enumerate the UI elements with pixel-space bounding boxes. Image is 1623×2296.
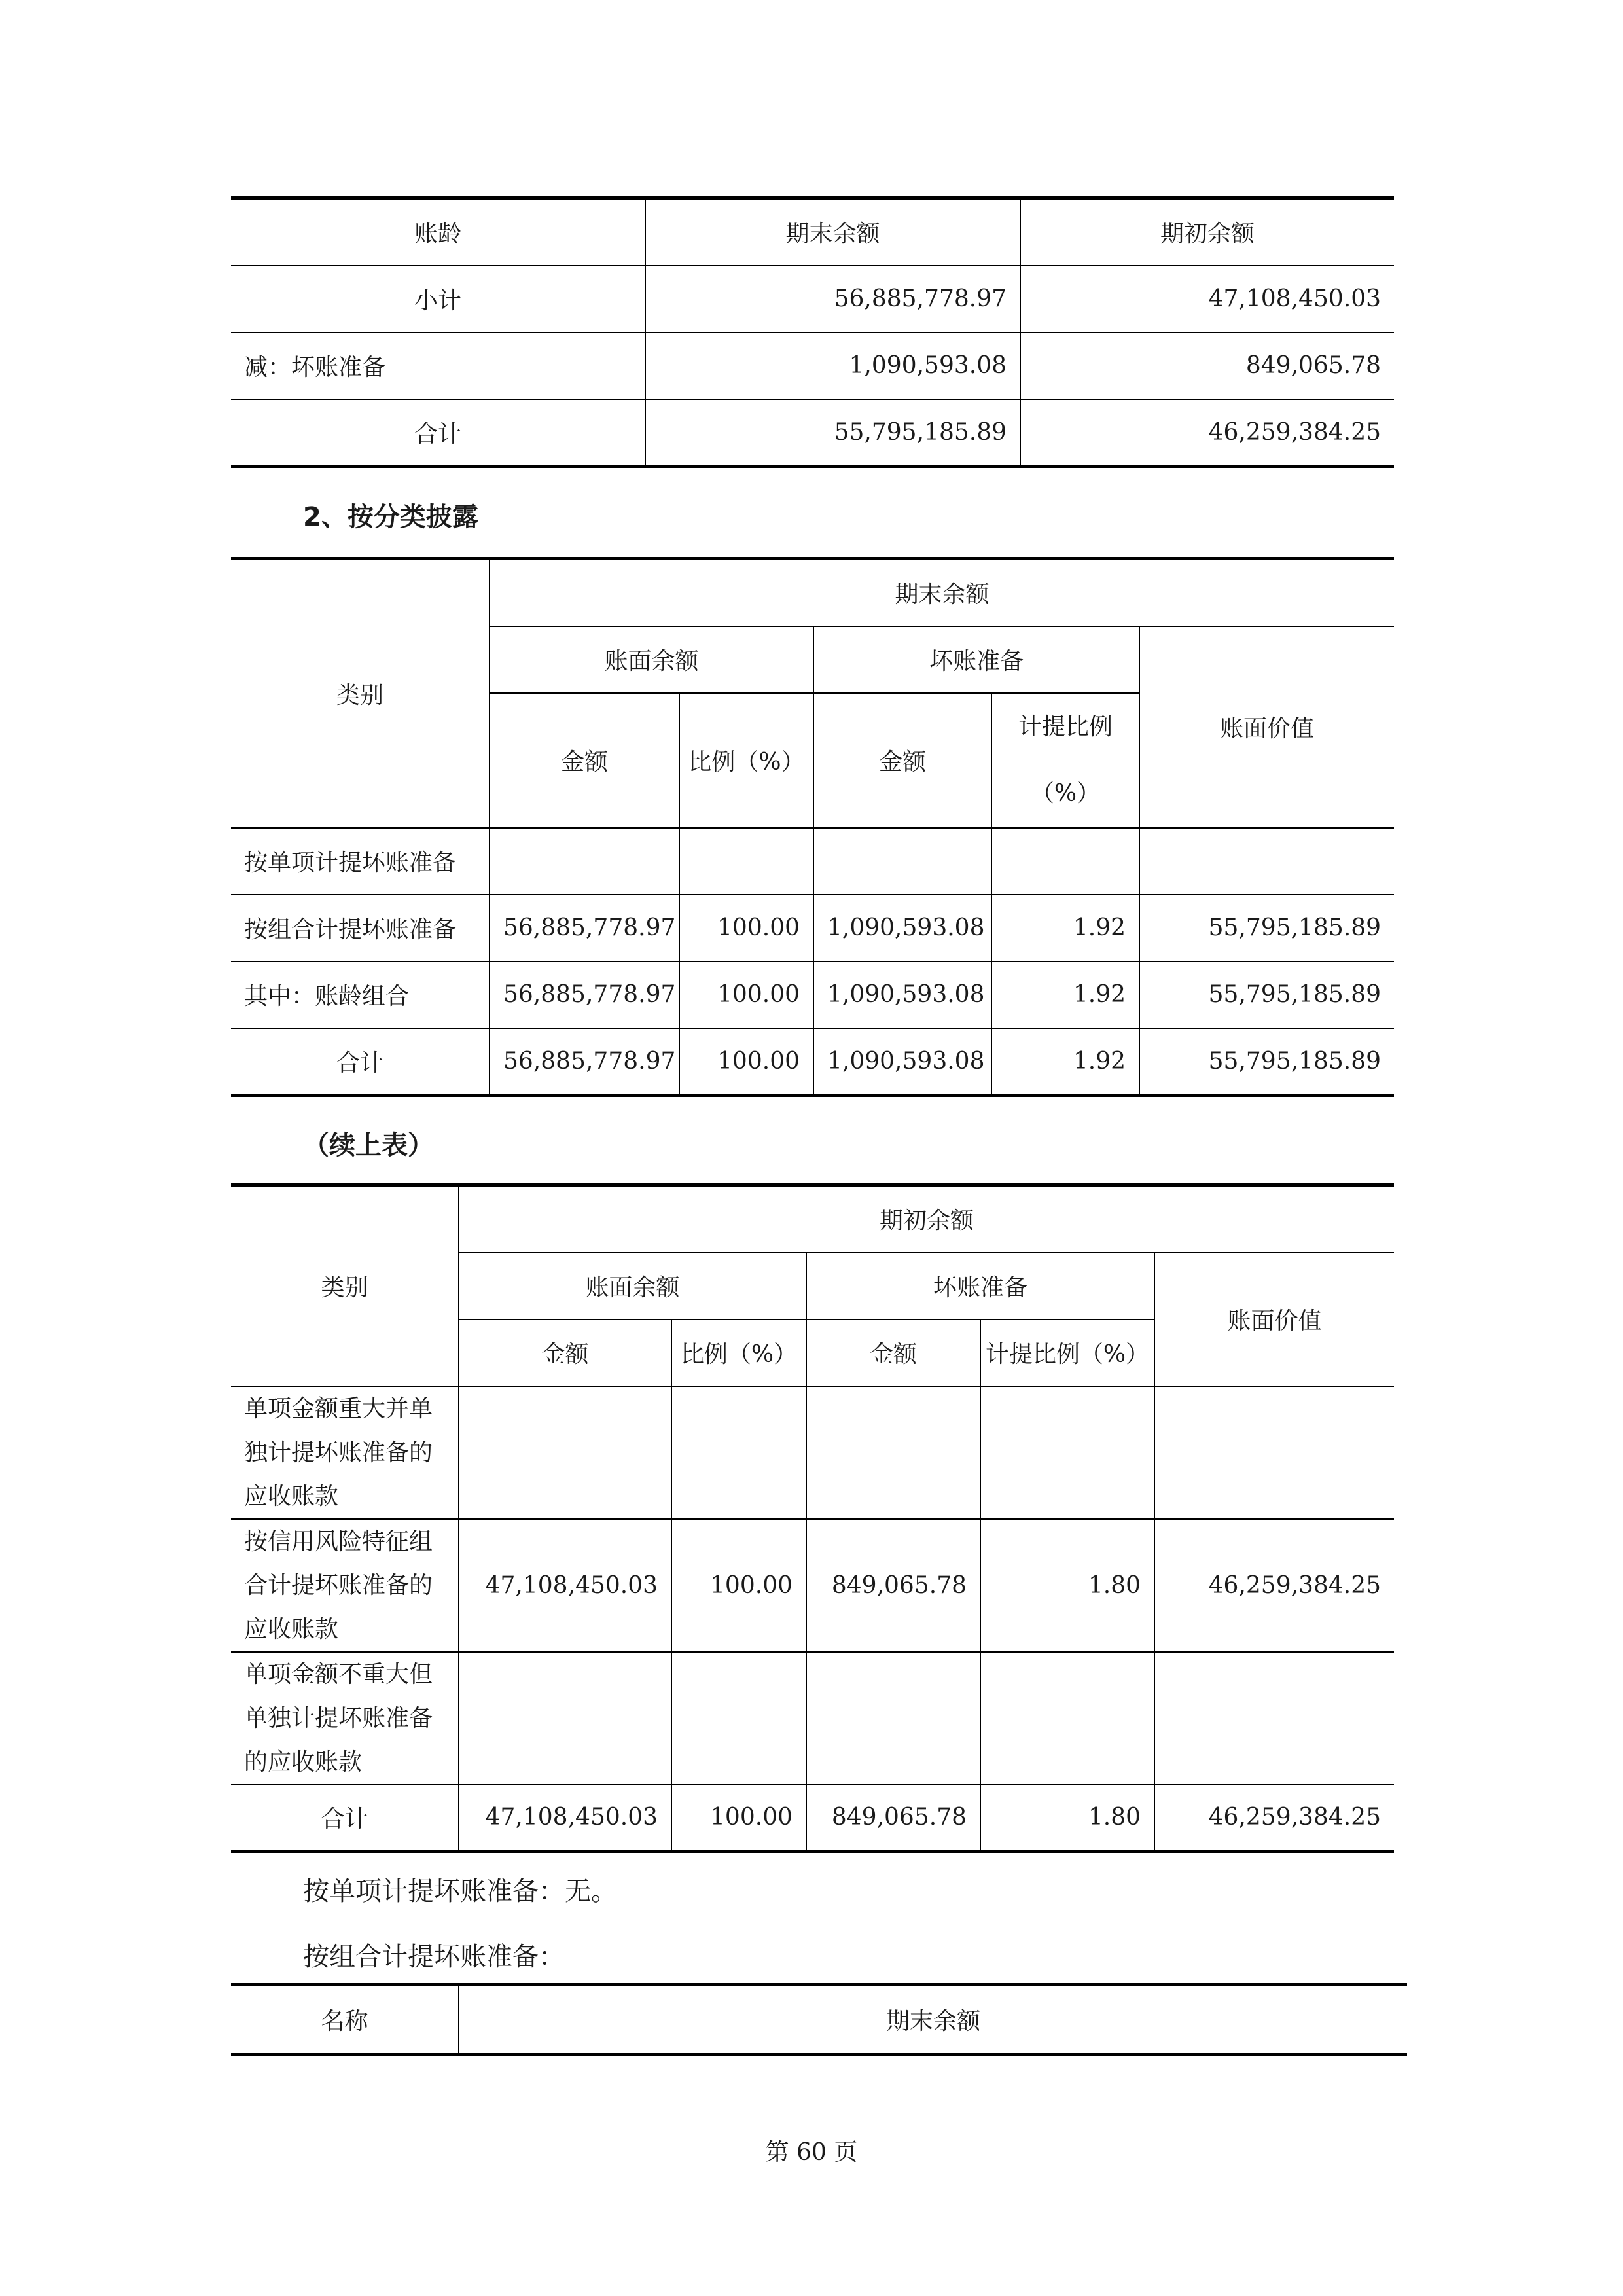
cell-amount: 47,108,450.03 — [459, 1785, 671, 1852]
cell-book-value — [1139, 828, 1394, 895]
table-row — [231, 332, 1394, 399]
cell-book-value — [1154, 1652, 1394, 1785]
col-header-category: 类别 — [231, 559, 490, 828]
cell-amount: 56,885,778.97 — [490, 961, 679, 1028]
cell-provision: 1.92 — [991, 961, 1139, 1028]
aging-summary-table — [231, 196, 1394, 468]
col-header-book-balance: 账面余额 — [490, 626, 813, 693]
cell-ratio: 100.00 — [679, 1028, 813, 1096]
cell-amount: 56,885,778.97 — [490, 1028, 679, 1096]
cell-provision: 1.92 — [991, 1028, 1139, 1096]
table-row — [231, 1785, 1394, 1852]
cell-bad-debt — [806, 1652, 980, 1785]
section-title: 2、按分类披露 — [303, 502, 478, 532]
cell-amount — [459, 1386, 671, 1519]
cell-ratio — [679, 828, 813, 895]
cell-provision — [991, 828, 1139, 895]
col-header-bad-debt: 坏账准备 — [813, 626, 1139, 693]
classification-table-begin — [231, 1183, 1394, 1853]
cell-book-value — [1154, 1386, 1394, 1519]
cell-ratio: 100.00 — [671, 1785, 806, 1852]
row-label: 合计 — [231, 399, 645, 467]
provision-ratio-line1: 计提比例 — [1018, 713, 1113, 740]
row-label: 合计 — [231, 1785, 459, 1852]
table-row — [231, 895, 1394, 961]
cell-end: 56,885,778.97 — [645, 266, 1020, 332]
cell-ratio — [671, 1386, 806, 1519]
cell-ratio: 100.00 — [679, 961, 813, 1028]
cell-ratio: 100.00 — [671, 1519, 806, 1652]
classification-table-end — [231, 557, 1394, 1097]
cell-book-value: 55,795,185.89 — [1139, 895, 1394, 961]
col-header-ratio: 比例（%） — [679, 693, 813, 828]
col-header-provision-ratio: 计提比例（%） — [980, 1319, 1154, 1386]
cell-bad-debt — [813, 828, 991, 895]
cell-provision: 1.92 — [991, 895, 1139, 961]
cell-amount: 47,108,450.03 — [459, 1519, 671, 1652]
group-provision-table — [231, 1983, 1407, 2056]
table-row — [231, 399, 1394, 467]
cell-ratio: 100.00 — [679, 895, 813, 961]
col-header-amount: 金额 — [490, 693, 679, 828]
cell-begin: 47,108,450.03 — [1020, 266, 1394, 332]
cell-book-value: 46,259,384.25 — [1154, 1785, 1394, 1852]
col-header-book-balance: 账面余额 — [459, 1253, 806, 1319]
cell-provision — [980, 1652, 1154, 1785]
cell-provision — [980, 1386, 1154, 1519]
row-label: 按组合计提坏账准备 — [231, 895, 490, 961]
cell-end: 1,090,593.08 — [645, 332, 1020, 399]
cell-book-value: 46,259,384.25 — [1154, 1519, 1394, 1652]
cell-end: 55,795,185.89 — [645, 399, 1020, 467]
col-header-book-value: 账面价值 — [1139, 626, 1394, 828]
cell-bad-debt: 1,090,593.08 — [813, 1028, 991, 1096]
row-label: 小计 — [231, 266, 645, 332]
col-header-bad-amount: 金额 — [813, 693, 991, 828]
col-header-name: 名称 — [231, 1985, 459, 2054]
cell-amount — [490, 828, 679, 895]
row-label: 合计 — [231, 1028, 490, 1096]
col-header-amount: 金额 — [459, 1319, 671, 1386]
cell-amount — [459, 1652, 671, 1785]
table-row — [231, 961, 1394, 1028]
cell-begin: 46,259,384.25 — [1020, 399, 1394, 467]
note-single-item: 按单项计提坏账准备：无。 — [303, 1876, 617, 1907]
row-label: 减：坏账准备 — [231, 332, 645, 399]
cell-provision: 1.80 — [980, 1519, 1154, 1652]
row-label: 按单项计提坏账准备 — [231, 828, 490, 895]
provision-ratio-line2: （%） — [1030, 780, 1101, 807]
col-header-bad-debt: 坏账准备 — [806, 1253, 1154, 1319]
row-label: 单项金额重大并单独计提坏账准备的应收账款 — [231, 1386, 459, 1519]
col-header-provision-ratio — [991, 693, 1139, 828]
cell-bad-debt: 849,065.78 — [806, 1519, 980, 1652]
col-header-ratio: 比例（%） — [671, 1319, 806, 1386]
col-header-end-balance: 期末余额 — [459, 1985, 1407, 2054]
col-header-end-balance: 期末余额 — [645, 198, 1020, 266]
table-row — [231, 1652, 1394, 1785]
cell-ratio — [671, 1652, 806, 1785]
col-header-period: 期末余额 — [490, 559, 1394, 626]
page-number: 第 60 页 — [765, 2139, 858, 2166]
note-group: 按组合计提坏账准备： — [303, 1942, 565, 1972]
cell-book-value: 55,795,185.89 — [1139, 1028, 1394, 1096]
table-row — [231, 1386, 1394, 1519]
col-header-aging: 账龄 — [231, 198, 645, 266]
cell-bad-debt: 849,065.78 — [806, 1785, 980, 1852]
table-row — [231, 1028, 1394, 1096]
col-header-category: 类别 — [231, 1185, 459, 1386]
cell-begin: 849,065.78 — [1020, 332, 1394, 399]
row-label: 其中：账龄组合 — [231, 961, 490, 1028]
col-header-bad-amount: 金额 — [806, 1319, 980, 1386]
row-label: 单项金额不重大但单独计提坏账准备的应收账款 — [231, 1652, 459, 1785]
row-label: 按信用风险特征组合计提坏账准备的应收账款 — [231, 1519, 459, 1652]
col-header-book-value: 账面价值 — [1154, 1253, 1394, 1386]
table-row — [231, 1519, 1394, 1652]
col-header-period: 期初余额 — [459, 1185, 1394, 1253]
cell-provision: 1.80 — [980, 1785, 1154, 1852]
cell-bad-debt: 1,090,593.08 — [813, 895, 991, 961]
cell-book-value: 55,795,185.89 — [1139, 961, 1394, 1028]
cell-bad-debt — [806, 1386, 980, 1519]
table-row — [231, 828, 1394, 895]
cell-bad-debt: 1,090,593.08 — [813, 961, 991, 1028]
table-row — [231, 266, 1394, 332]
cell-amount: 56,885,778.97 — [490, 895, 679, 961]
continued-title: （续上表） — [303, 1130, 434, 1160]
col-header-begin-balance: 期初余额 — [1020, 198, 1394, 266]
